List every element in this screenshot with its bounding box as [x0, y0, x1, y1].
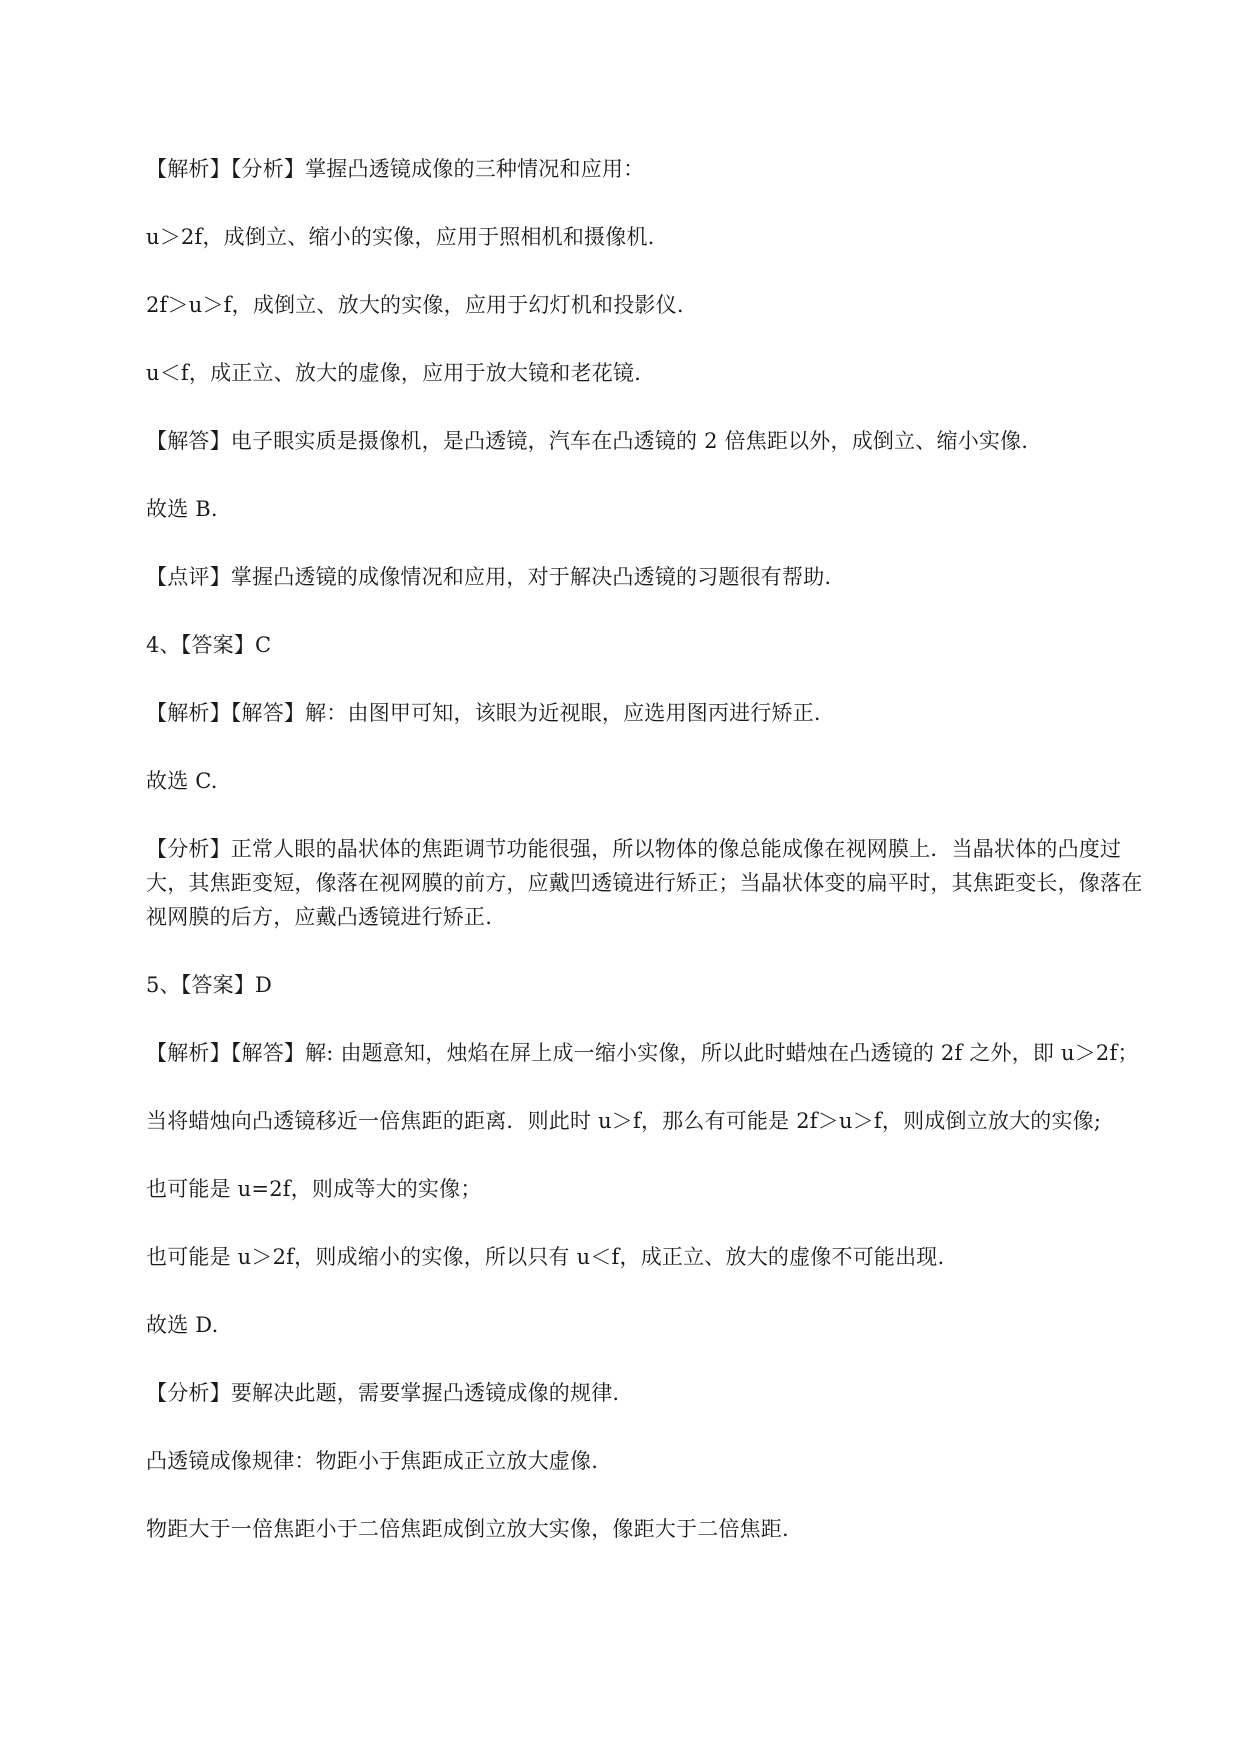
lens-rule-1: 凸透镜成像规律：物距小于焦距成正立放大虚像. [146, 1449, 599, 1473]
solution-5-step-3: 也可能是 u=2f，则成等大的实像； [146, 1177, 482, 1201]
answer-heading-4: 4、【答案】C [146, 633, 272, 657]
rule-u-greater-2f: u＞2f，成倒立、缩小的实像，应用于照相机和摄像机. [146, 225, 655, 249]
choice-3: 故选 B. [146, 497, 218, 521]
comment-3: 【点评】掌握凸透镜的成像情况和应用，对于解决凸透镜的习题很有帮助. [146, 565, 832, 589]
solution-5-step-2: 当将蜡烛向凸透镜移近一倍焦距的距离．则此时 u＞f，那么有可能是 2f＞u＞f，则成倒立放大的实像; [146, 1109, 1102, 1133]
solution-4: 【解析】【解答】解：由图甲可知，该眼为近视眼，应选用图丙进行矫正. [146, 701, 821, 725]
analysis-5: 【分析】要解决此题，需要掌握凸透镜成像的规律. [146, 1381, 620, 1405]
document-body [146, 152, 1156, 1580]
solution-5-step-4: 也可能是 u＞2f，则成缩小的实像，所以只有 u＜f，成正立、放大的虚像不可能出现. [146, 1245, 945, 1269]
choice-5: 故选 D. [146, 1313, 219, 1337]
rule-u-less-f: u＜f，成正立、放大的虚像，应用于放大镜和老花镜. [146, 361, 641, 385]
rule-between-f-2f: 2f＞u＞f，成倒立、放大的实像，应用于幻灯机和投影仪. [146, 293, 684, 317]
solution-5: 【解析】【解答】解: 由题意知，烛焰在屏上成一缩小实像，所以此时蜡烛在凸透镜的 2f 之外，即 u＞2f； [146, 1041, 1139, 1065]
answer-explanation-3: 【解答】电子眼实质是摄像机，是凸透镜，汽车在凸透镜的 2 倍焦距以外，成倒立、缩小实像. [146, 429, 1029, 453]
choice-4: 故选 C. [146, 769, 218, 793]
lens-rule-2: 物距大于一倍焦距小于二倍焦距成倒立放大实像，像距大于二倍焦距. [146, 1517, 789, 1541]
answer-heading-5: 5、【答案】D [146, 973, 273, 997]
analysis-4: 【分析】正常人眼的晶状体的焦距调节功能很强，所以物体的像总能成像在视网膜上．当晶状体的凸度过大，其焦距变短，像落在视网膜的前方，应戴凹透镜进行矫正；当晶状体变的扁平时，其焦距变长，像落在视网膜的后方，应戴凸透镜进行矫正. [146, 837, 1143, 929]
analysis-intro: 【解析】【分析】掌握凸透镜成像的三种情况和应用： [146, 157, 645, 181]
